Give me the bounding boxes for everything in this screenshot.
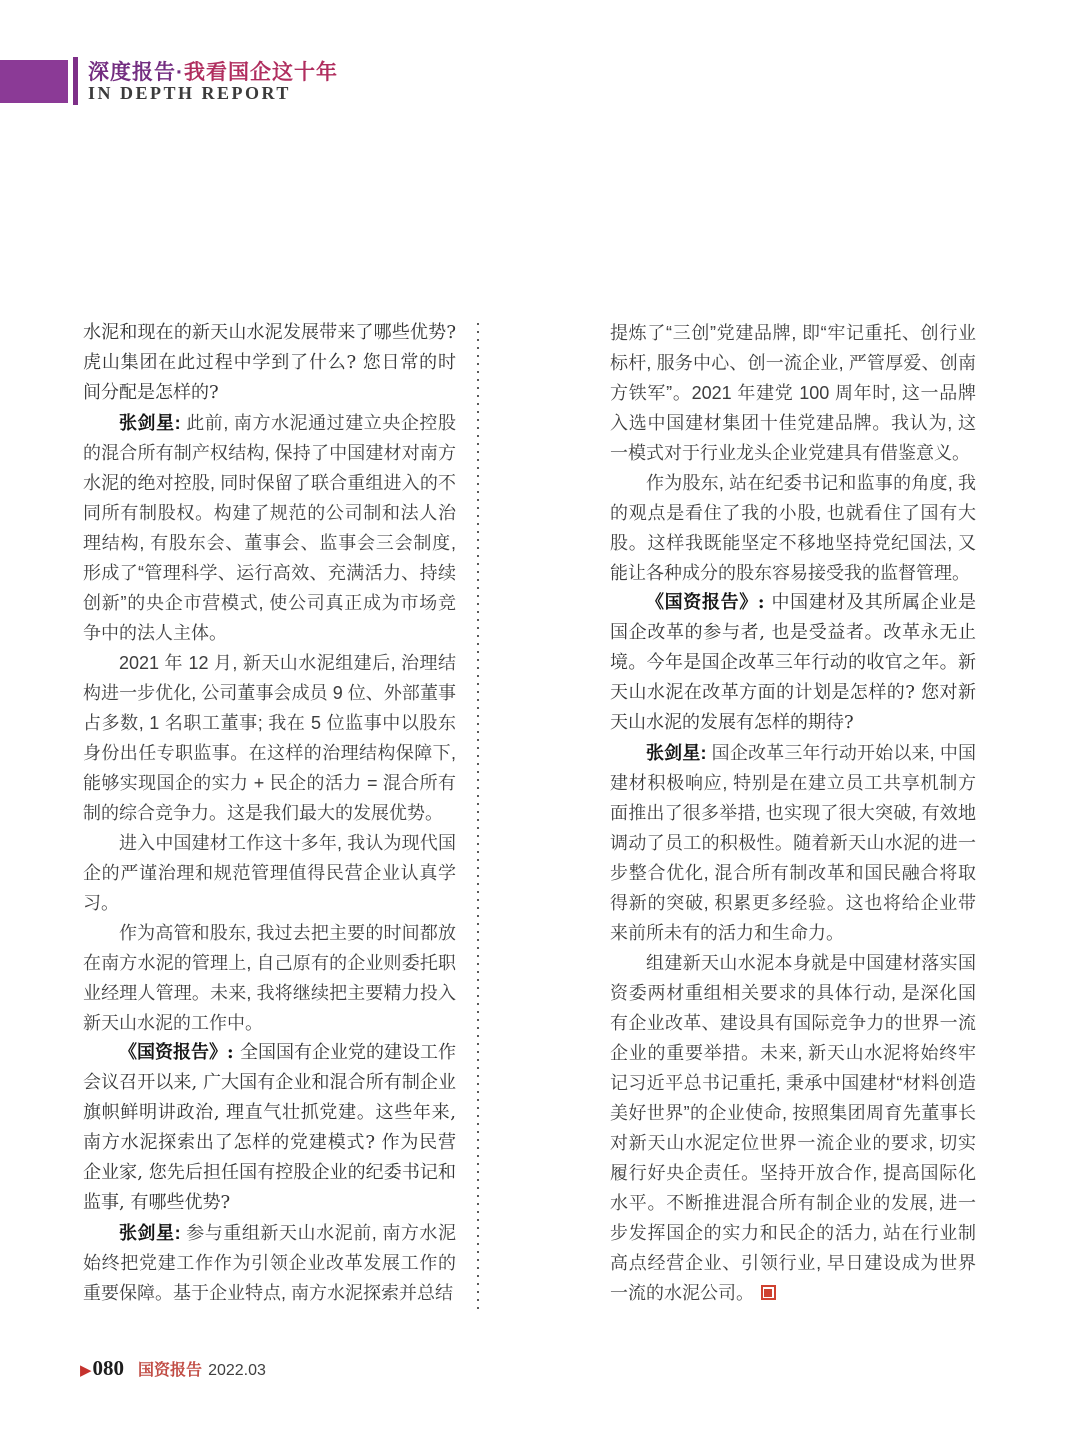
column-divider-dotted (477, 323, 479, 1311)
question-paragraph (83, 318, 456, 408)
right-column (610, 318, 976, 1308)
paragraph-text: 水泥和现在的新天山水泥发展带来了哪些优势? 虎山集团在此过程中学到了什么? 您日常的时间分配是怎样的? (83, 322, 456, 403)
interviewer-label: 《国资报告》: (119, 1042, 240, 1063)
answer-paragraph (83, 408, 456, 648)
speaker-label: 张剑星: (646, 743, 712, 763)
paragraph-text: 组建新天山水泥本身就是中国建材落实国资委两材重组相关要求的具体行动, 是深化国有企业改革、建设具有国际竞争力的世界一流企业的重要举措。未来, 新天山水泥将始终牢记习近平总书记重托, 秉承中国建材“材料创造美好世界”的企业使命, 按照集团周育先董事长对新天山水泥定位世界一流企业的要求, 切实履行好央企责任。坚持开放合作, 提高国际化水平。不断推进混合所有制企业的发展, 进一步发挥国企的实力和民企的活力, 站在行业制高点经营企业、引领行业, 早日建设成为世界一流的水泥公司。 (610, 953, 976, 1303)
answer-paragraph (83, 1218, 456, 1308)
answer-paragraph (83, 918, 456, 1038)
section-title-zh-purple: 深度报告· (88, 61, 184, 84)
header-purple-block (0, 60, 68, 103)
answer-paragraph (83, 828, 456, 918)
section-title-en: IN DEPTH REPORT (88, 83, 291, 103)
footer-triangle-icon: ▶ (80, 1362, 92, 1379)
paragraph-text: 2021 年 12 月, 新天山水泥组建后, 治理结构进一步优化, 公司董事会成员 9 位、外部董事占多数, 1 名职工董事; 我在 5 位监事中以股东身份出任专职监事。在这样的治理结构保障下, 能够实现国企的实力 + 民企的活力 = 混合所有制的综合竞争力。这是我们最大的发展优势。 (83, 653, 456, 823)
speaker-label: 张剑星: (119, 1223, 187, 1243)
interviewer-label: 《国资报告》: (646, 592, 772, 613)
answer-paragraph (610, 738, 976, 948)
paragraph-text: 进入中国建材工作这十多年, 我认为现代国企的严谨治理和规范管理值得民营企业认真学习。 (83, 833, 456, 913)
paragraph-text: 作为股东, 站在纪委书记和监事的角度, 我的观点是看住了我的小股, 也就看住了国有大股。这样我既能坚定不移地坚持党纪国法, 又能让各种成分的股东容易接受我的监督管理。 (610, 473, 976, 583)
paragraph-text: 作为高管和股东, 我过去把主要的时间都放在南方水泥的管理上, 自己原有的企业则委托职业经理人管理。未来, 我将继续把主要精力投入新天山水泥的工作中。 (83, 923, 456, 1033)
paragraph-text: 中国建材及其所属企业是国企改革的参与者, 也是受益者。改革永无止境。今年是国企改革三年行动的收官之年。新天山水泥在改革方面的计划是怎样的? 您对新天山水泥的发展有怎样的期待? (610, 592, 976, 733)
answer-paragraph (610, 318, 976, 468)
speaker-label: 张剑星: (119, 413, 187, 433)
page-footer (80, 1356, 266, 1381)
paragraph-text: 提炼了“三创”党建品牌, 即“牢记重托、创行业标杆, 服务中心、创一流企业, 严管厚爱、创南方铁军”。2021 年建党 100 周年时, 这一品牌入选中国建材集团十佳党建品牌。我认为, 这一模式对于行业龙头企业党建具有借鉴意义。 (610, 323, 976, 463)
page-number: 080 (92, 1356, 125, 1380)
paragraph-text: 全国国有企业党的建设工作会议召开以来, 广大国有企业和混合所有制企业旗帜鲜明讲政治, 理直气壮抓党建。这些年来, 南方水泥探索出了怎样的党建模式? 作为民营企业家, 您先后担任国有控股企业的纪委书记和监事, 有哪些优势? (83, 1042, 456, 1213)
end-of-article-icon-fill (764, 1289, 772, 1297)
paragraph-text: 参与重组新天山水泥前, 南方水泥始终把党建工作作为引领企业改革发展工作的重要保障。基于企业特点, 南方水泥探索并总结 (83, 1223, 456, 1303)
answer-paragraph (610, 948, 976, 1308)
paragraph-text: 国企改革三年行动开始以来, 中国建材积极响应, 特别是在建立员工共享机制方面推出了很多举措, 也实现了很大突破, 有效地调动了员工的积极性。随着新天山水泥的进一步整合优化, 混合所有制改革和国民融合将取得新的突破, 积累更多经验。这也将给企业带来前所未有的活力和生命力。 (610, 743, 976, 943)
question-paragraph (83, 1038, 456, 1218)
end-of-article-icon (761, 1285, 776, 1300)
left-column (83, 318, 456, 1308)
issue-date: 2022.03 (208, 1362, 266, 1379)
header-vertical-rule (73, 57, 78, 105)
question-paragraph (610, 588, 976, 738)
section-title-zh (88, 56, 338, 86)
answer-paragraph (610, 468, 976, 588)
magazine-name: 国资报告 (138, 1362, 203, 1379)
answer-paragraph (83, 648, 456, 828)
paragraph-text: 此前, 南方水泥通过建立央企控股的混合所有制产权结构, 保持了中国建材对南方水泥的绝对控股, 同时保留了联合重组进入的不同所有制股权。构建了规范的公司制和法人治理结构, 有股东会、董事会、监事会三会制度, 形成了“管理科学、运行高效、充满活力、持续创新”的央企市营模式, 使公司真正成为市场竞争中的法人主体。 (83, 413, 456, 643)
section-title-zh-red: 我看国企这十年 (184, 61, 338, 84)
